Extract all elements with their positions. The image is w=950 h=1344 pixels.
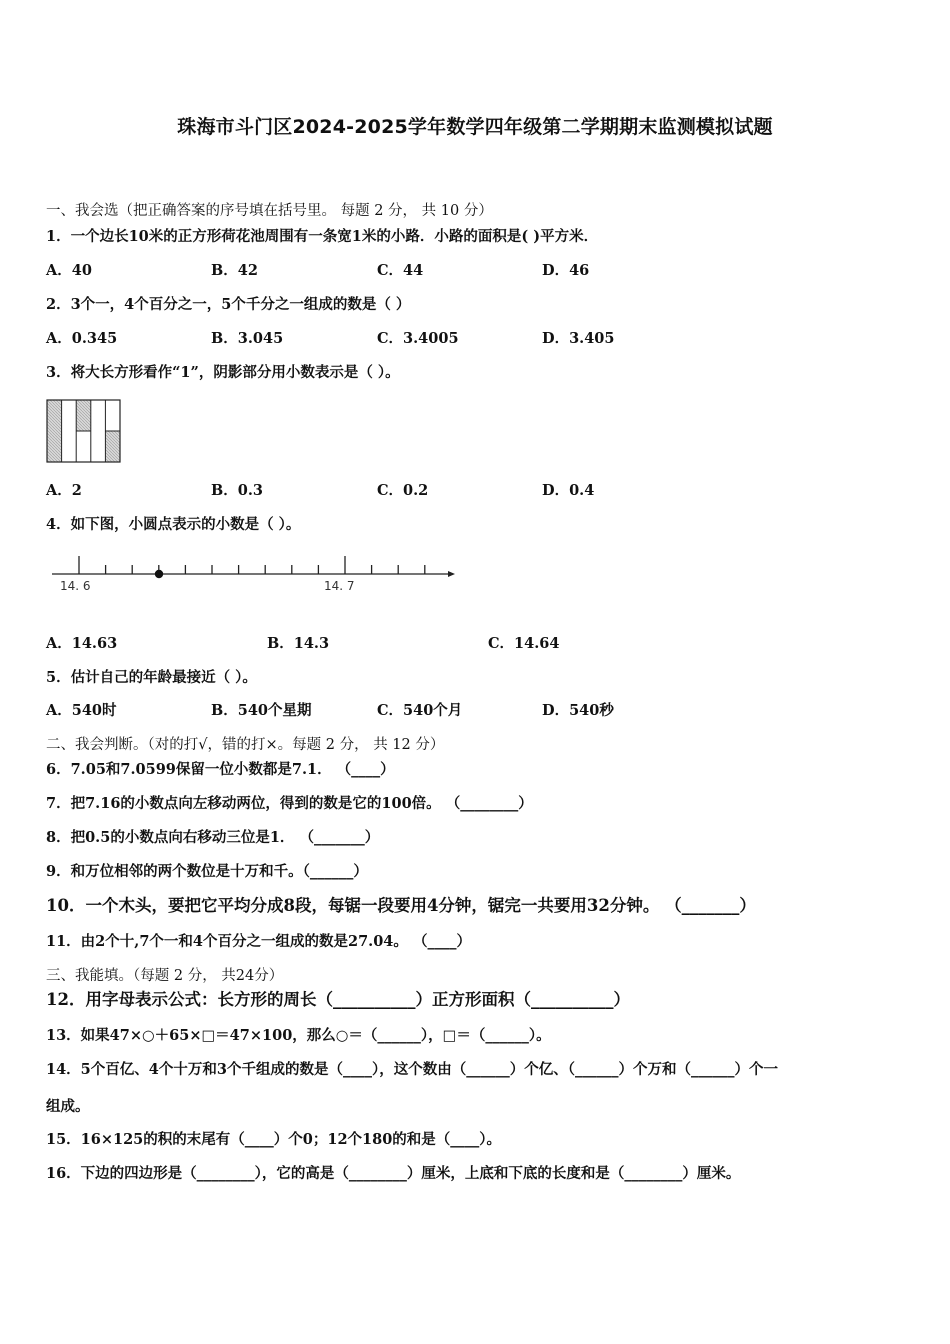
q4-option-b: B．14.3 [267,635,330,652]
section-heading-3: 三、我能填。（每题 2 分， 共24分） [46,968,284,984]
question-8: 8．把0.5的小数点向右移动三位是1． （_______） [46,829,380,846]
question-15: 15．16×125的积的末尾有（____）个0；12个180的和是（____）。 [46,1131,502,1148]
question-5: 5．估计自己的年龄最接近（ ）。 [46,669,257,686]
question-2: 2．3个一，4个百分之一，5个千分之一组成的数是（ ） [46,296,411,313]
q5-option-b: B．540个星期 [211,702,312,719]
q3-option-b: B．0.3 [211,482,263,499]
question-14-continued: 组成。 [46,1098,90,1115]
q1-option-d: D．46 [542,262,590,279]
shaded-strip [47,400,62,462]
shaded-half-strip [105,431,120,462]
question-14: 14．5个百亿、4个十万和3个千组成的数是（____），这个数由（______）个亿、（______）个万和（______）个一 [46,1061,778,1078]
q5-option-c: C．540个月 [377,702,463,719]
q1-option-c: C．44 [377,262,424,279]
question-3: 3．将大长方形看作“1”，阴影部分用小数表示是（ ）。 [46,364,400,381]
q3-option-a: A．2 [46,482,82,499]
question-9: 9．和万位相邻的两个数位是十万和千。（______） [46,863,368,880]
section-heading-2: 二、我会判断。（对的打√，错的打×。每题 2 分， 共 12 分） [46,737,445,753]
section-heading-1: 一、我会选（把正确答案的序号填在括号里。 每题 2 分， 共 10 分） [46,203,493,219]
question-16: 16．下边的四边形是（________），它的高是（________）厘米，上底和下底的长度和是（________）厘米。 [46,1165,741,1182]
number-line-dot [155,570,163,578]
q2-option-d: D．3.405 [542,330,615,347]
q1-option-a: A．40 [46,262,92,279]
question-1: 1．一个边长10米的正方形荷花池周围有一条宽1米的小路．小路的面积是( )平方米． [46,228,599,245]
q5-option-d: D．540秒 [542,702,614,719]
number-line-end-label: 14. 7 [324,579,355,593]
q3-option-c: C．0.2 [377,482,429,499]
arrow-head-icon [448,571,455,577]
q2-option-a: A．0.345 [46,330,118,347]
q5-option-a: A．540时 [46,702,117,719]
q3-option-d: D．0.4 [542,482,595,499]
question-13: 13．如果47×○＋65×□＝47×100，那么○＝（______），□＝（______）。 [46,1027,551,1044]
q4-option-a: A．14.63 [46,635,118,652]
number-line [46,550,460,596]
shaded-rectangle-figure [46,399,122,463]
question-6: 6．7.05和7.0599保留一位小数都是7.1． （____） [46,761,395,778]
q1-option-b: B．42 [211,262,258,279]
q2-option-c: C．3.4005 [377,330,459,347]
question-4: 4．如下图，小圆点表示的小数是（ ）。 [46,516,301,533]
shaded-half-strip [76,400,91,431]
page-title: 珠海市斗门区2024-2025学年数学四年级第二学期期末监测模拟试题 [177,116,773,138]
q4-option-c: C．14.64 [488,635,560,652]
question-10: 10．一个木头，要把它平均分成8段，每锯一段要用4分钟，锯完一共要用32分钟。 （_______） [46,896,756,915]
question-11: 11．由2个十,7个一和4个百分之一组成的数是27.04。 （____） [46,933,471,950]
number-line-start-label: 14. 6 [60,579,91,593]
q2-option-b: B．3.045 [211,330,284,347]
question-7: 7．把7.16的小数点向左移动两位，得到的数是它的100倍。 （________） [46,795,533,812]
question-12: 12．用字母表示公式：长方形的周长（__________）正方形面积（__________） [46,990,630,1009]
